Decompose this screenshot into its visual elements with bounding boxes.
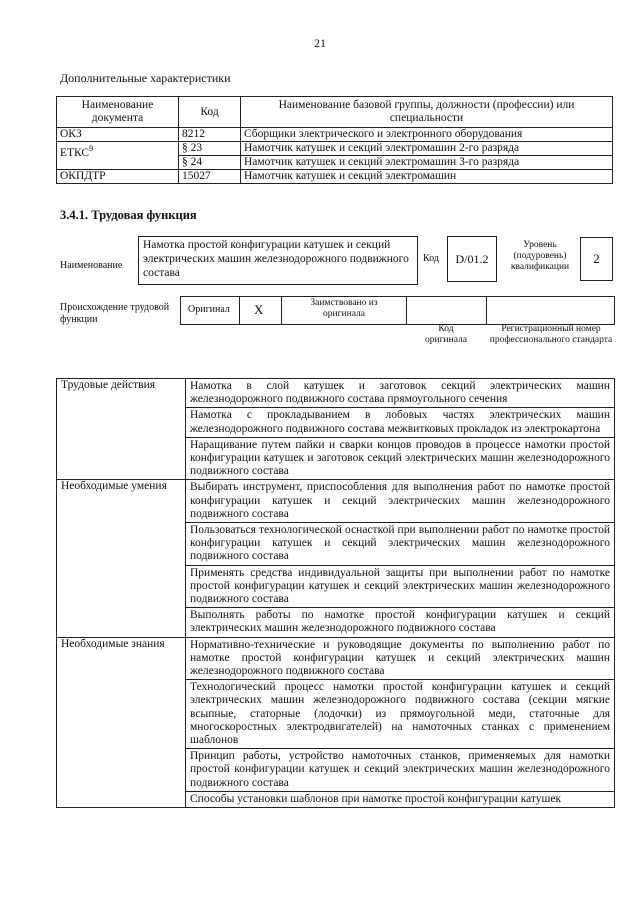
doc-cell: ОКЗ bbox=[57, 128, 179, 142]
original-label: Оригинал bbox=[188, 304, 230, 315]
table-row bbox=[57, 128, 613, 142]
knowledge-item: Принцип работы, устройство намоточных станков, применяемых для намотки простой конфигурации катушек и секций электрических машин железнодорожного подвижного состава bbox=[186, 749, 615, 792]
table-row bbox=[57, 379, 615, 408]
skill-item: Выбирать инструмент, приспособления для выполнения работ по намотке простой конфигурации катушек и секций электрических машин железнодорожного подвижного состава bbox=[186, 480, 615, 523]
skill-item: Пользоваться технологической оснасткой при выполнении работ по намотке простой конфигурации катушек и секций электрических машин железнодорожного подвижного состава bbox=[186, 523, 615, 566]
header-document: Наименование документа bbox=[57, 97, 179, 128]
code-cell: § 23 bbox=[179, 142, 241, 156]
header-group-name: Наименование базовой группы, должности (профессии) или специальности bbox=[241, 97, 613, 128]
name-cell: Намотчик катушек и секций электромашин bbox=[241, 170, 613, 184]
knowledge-item: Технологический процесс намотки простой конфигурации катушек и секций электрических машин железнодорожного подвижного состава (секции мягкие всыпные, статорные (лодочки) из прямоугольной меди, статочные для многоскоростных электродвигателей) на намоточных станках с применением шаблонов bbox=[186, 680, 615, 749]
function-code-value: D/01.2 bbox=[447, 236, 497, 282]
labor-action-item: Намотка с прокладыванием в лобовых частях электрических машин железнодорожного подвижного состава межвитковых прокладок из электрокартона bbox=[186, 408, 615, 437]
doc-cell: ОКПДТР bbox=[57, 170, 179, 184]
divider bbox=[239, 296, 240, 324]
code-label: Код bbox=[423, 253, 439, 264]
skill-item: Применять средства индивидуальной защиты при выполнении работ по намотке простой конфигурации катушек и секций электрических машин железнодорожного подвижного состава bbox=[186, 565, 615, 608]
name-cell: Сборщики электрического и электронного оборудования bbox=[241, 128, 613, 142]
footnote-ref: 9 bbox=[89, 144, 94, 153]
reg-number-caption: Регистрационный номер профессионального стандарта bbox=[489, 324, 613, 345]
borrowed-label: Заимствовано из оригинала bbox=[310, 298, 378, 319]
section-title: 3.4.1. Трудовая функция bbox=[60, 208, 197, 222]
code-cell: 8212 bbox=[179, 128, 241, 142]
divider bbox=[406, 296, 407, 324]
level-value: 2 bbox=[580, 237, 613, 281]
divider bbox=[486, 296, 487, 324]
row-header-skills: Необходимые умения bbox=[57, 480, 186, 637]
page-number: 21 bbox=[314, 36, 326, 50]
name-label: Наименование bbox=[60, 260, 123, 271]
doc-etks: ЕТКС bbox=[60, 146, 90, 159]
name-cell: Намотчик катушек и секций электромашин 3-го разряда bbox=[241, 156, 613, 170]
table-header-row bbox=[57, 97, 613, 128]
labor-action-item: Наращивание путем пайки и сварки концов проводов в процессе намотки простой конфигурации катушек и заготовок секций электрических машин железнодорожного подвижного состава bbox=[186, 437, 615, 480]
table-row bbox=[57, 170, 613, 184]
origin-label: Происхождение трудовой функции bbox=[60, 302, 170, 325]
divider bbox=[281, 296, 282, 324]
knowledge-item: Способы установки шаблонов при намотке простой конфигурации катушек bbox=[186, 791, 615, 807]
row-header-actions: Трудовые действия bbox=[57, 379, 186, 480]
level-label: Уровень (подуровень) квалификации bbox=[510, 240, 570, 272]
code-original-caption: Код оригинала bbox=[425, 324, 467, 345]
name-cell: Намотчик катушек и секций электромашин 2-го разряда bbox=[241, 142, 613, 156]
skill-item: Выполнять работы по намотке простой конфигурации катушек и секций электрических машин железнодорожного подвижного состава bbox=[186, 608, 615, 637]
header-code: Код bbox=[179, 97, 241, 128]
code-cell: 15027 bbox=[179, 170, 241, 184]
code-cell: § 24 bbox=[179, 156, 241, 170]
table-row bbox=[57, 142, 613, 156]
labor-action-item: Намотка в слой катушек и заготовок секций электрических машин железнодорожного подвижного состава прямоугольного сечения bbox=[186, 379, 615, 408]
table-row bbox=[57, 480, 615, 523]
row-header-knowledge: Необходимые знания bbox=[57, 637, 186, 807]
original-mark: X bbox=[254, 302, 264, 317]
knowledge-item: Нормативно-технические и руководящие документы по выполнению работ по намотке простой конфигурации катушек и секций электрических машин железнодорожного подвижного состава bbox=[186, 637, 615, 680]
table-row bbox=[57, 637, 615, 680]
labor-function-table bbox=[56, 378, 615, 808]
additional-characteristics-title: Дополнительные характеристики bbox=[60, 71, 231, 85]
doc-cell-etks bbox=[57, 142, 179, 170]
additional-characteristics-table bbox=[56, 96, 613, 184]
function-name-value: Намотка простой конфигурации катушек и секций электрических машин железнодорожного подвижного состава bbox=[138, 236, 418, 285]
